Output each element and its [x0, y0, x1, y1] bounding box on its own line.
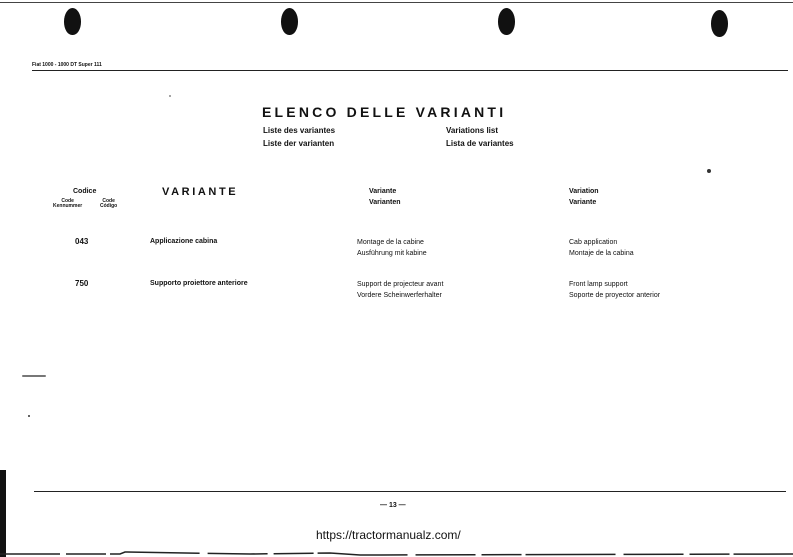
row-description-it: Supporto proiettore anteriore — [150, 280, 248, 287]
punch-hole-4 — [711, 10, 728, 37]
title-de: Liste der varianten — [263, 139, 335, 148]
footer-rule — [34, 491, 786, 492]
source-url[interactable]: https://tractormanualz.com/ — [316, 528, 461, 542]
column-header-variante: VARIANTE — [162, 186, 239, 198]
speck — [169, 95, 171, 97]
row-description-en-es: Cab application Montaje de la cabina — [569, 239, 634, 257]
left-scan-edge — [0, 470, 6, 557]
punch-hole-2 — [281, 8, 298, 35]
page-number: — 13 — — [380, 502, 406, 509]
title-en: Variations list — [446, 126, 499, 135]
row-code: 043 — [75, 237, 89, 246]
row-code: 750 — [75, 279, 89, 288]
column-subheader-code-fr: Code Kennummer — [53, 198, 83, 209]
speck — [22, 375, 46, 377]
column-subheader-code-es: Code Código — [100, 198, 118, 209]
row-description-fr-de: Montage de la cabine Ausführung mit kabine — [357, 239, 427, 257]
row-description-en-es: Front lamp support Soporte de proyector anterior — [569, 281, 661, 299]
speck — [28, 415, 30, 417]
speck — [707, 169, 711, 173]
punch-hole-1 — [64, 8, 81, 35]
bottom-scan-edge — [0, 550, 793, 557]
row-description-fr-de: Support de projecteur avant Vordere Scheinwerferhalter — [357, 281, 444, 299]
header-rule — [32, 70, 788, 71]
column-header-en-es: Variation Variante — [569, 188, 599, 206]
title-es: Lista de variantes — [446, 139, 514, 148]
title-fr: Liste des variantes — [263, 126, 336, 135]
column-header-codice: Codice — [73, 188, 97, 195]
punch-hole-3 — [498, 8, 515, 35]
top-edge-line — [0, 2, 793, 3]
row-description-it: Applicazione cabina — [150, 238, 218, 245]
manual-header: Fiat 1000 - 1000 DT Super 111 — [32, 62, 102, 68]
column-header-fr-de: Variante Varianten — [369, 188, 401, 206]
page-title: ELENCO DELLE VARIANTI — [262, 104, 507, 120]
